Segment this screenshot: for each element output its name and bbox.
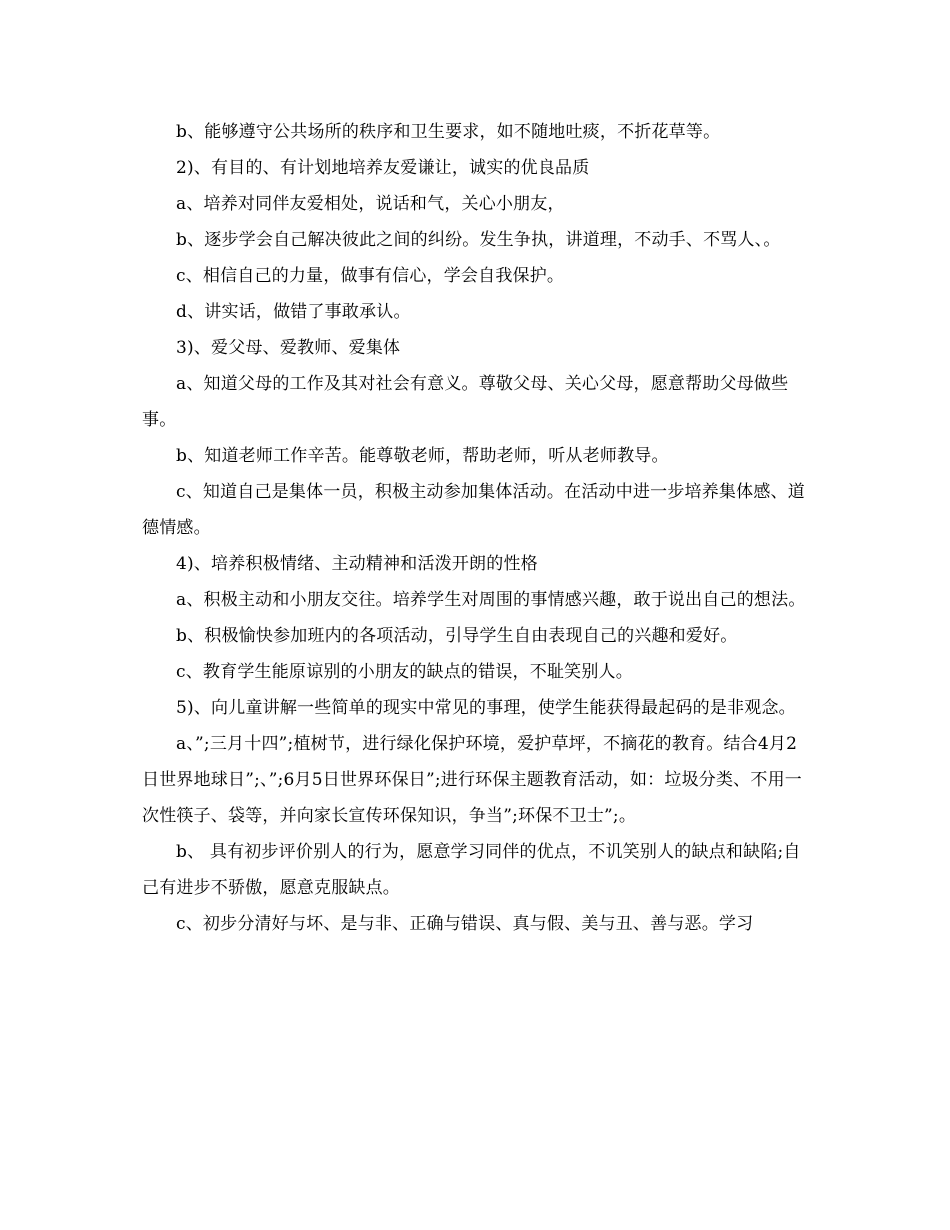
paragraph: c、教育学生能原谅别的小朋友的缺点的错误，不耻笑别人。 [176, 662, 633, 682]
paragraph: b、能够遵守公共场所的秩序和卫生要求，如不随地吐痰，不折花草等。 [176, 122, 721, 142]
paragraph: c、相信自己的力量，做事有信心，学会自我保护。 [176, 266, 565, 286]
paragraph: b、知道老师工作辛苦。能尊敬老师，帮助老师，听从老师教导。 [176, 446, 669, 466]
paragraph: d、讲实话，做错了事敢承认。 [176, 302, 411, 322]
paragraph: a、培养对同伴友爱相处，说话和气，关心小朋友， [176, 194, 565, 214]
paragraph: b、积极愉快参加班内的各项活动，引导学生自由表现自己的兴趣和爱好。 [176, 626, 738, 646]
paragraph: 4)、培养积极情绪、主动精神和活泼开朗的性格 [176, 554, 538, 574]
paragraph: 3)、爱父母、爱教师、爱集体 [176, 338, 401, 358]
paragraph: 2)、有目的、有计划地培养友爱谦让，诚实的优良品质 [176, 158, 590, 178]
document-body [142, 114, 812, 942]
paragraph: a、”;三月十四”;植树节，进行绿化保护环境，爱护草坪，不摘花的教育。结合4月2日世界地球日”;、”;6月5日世界环保日”;进行环保主题教育活动，如：垃圾分类、不用一次性筷子、袋等，并向家长宣传环保知识，争当”;环保不卫士”;。 [142, 734, 802, 826]
paragraph: a、知道父母的工作及其对社会有意义。尊敬父母、关心父母，愿意帮助父母做些事。 [142, 374, 789, 430]
paragraph: b、逐步学会自己解决彼此之间的纠纷。发生争执，讲道理，不动手、不骂人、。 [176, 230, 781, 250]
paragraph: c、知道自己是集体一员，积极主动参加集体活动。在活动中进一步培养集体感、道德情感。 [142, 482, 805, 538]
paragraph: c、初步分清好与坏、是与非、正确与错误、真与假、美与丑、善与恶。学习 [176, 914, 754, 934]
paragraph: 5)、向儿童讲解一些简单的现实中常见的事理，使学生能获得最起码的是非观念。 [176, 698, 796, 718]
paragraph: a、积极主动和小朋友交往。培养学生对周围的事情感兴趣，敢于说出自己的想法。 [176, 590, 806, 610]
paragraph: b、 具有初步评价别人的行为，愿意学习同伴的优点，不讥笑别人的缺点和缺陷;自己有进步不骄傲，愿意克服缺点。 [142, 842, 801, 898]
